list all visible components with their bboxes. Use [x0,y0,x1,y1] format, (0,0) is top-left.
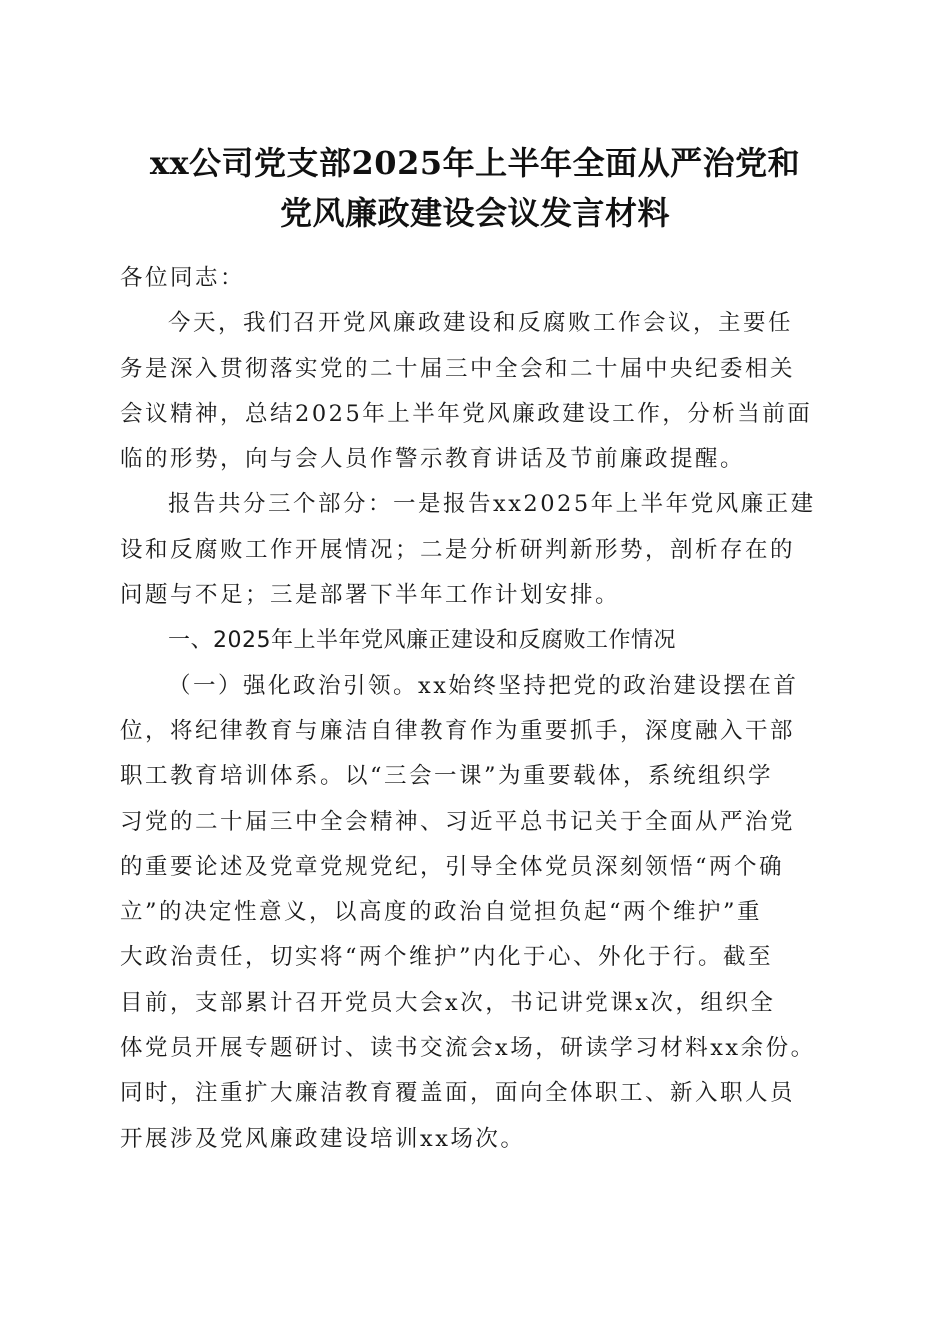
paragraph-2-line-3: 问题与不足；三是部署下半年工作计划安排。 [120,582,621,609]
paragraph-3-line-6: 立”的决定性意义，以高度的政治自觉担负起“两个维护”重 [120,899,763,926]
paragraph-2-line-1: 报告共分三个部分：一是报告xx2025年上半年党风廉正建 [168,491,816,518]
paragraph-1-line-3: 会议精神，总结2025年上半年党风廉政建设工作，分析当前面 [120,400,813,427]
paragraph-3-line-1: （一）强化政治引领。xx始终坚持把党的政治建设摆在首 [168,672,799,699]
paragraph-3-line-2: 位，将纪律教育与廉洁自律教育作为重要抓手，深度融入干部 [120,717,796,744]
title-line-1: xx公司党支部2025年上半年全面从严治党和 [149,144,801,182]
paragraph-3-line-3: 职工教育培训体系。以“三会一课”为重要载体，系统组织学 [120,763,774,790]
title-line-2: 党风廉政建设会议发言材料 [279,194,670,232]
document-title [90,138,860,238]
paragraph-1-line-4: 临的形势，向与会人员作警示教育讲话及节前廉政提醒。 [120,446,746,473]
paragraph-3-line-5: 的重要论述及党章党规党纪，引导全体党员深刻领悟“两个确 [120,853,785,880]
paragraph-3-line-4: 习党的二十届三中全会精神、习近平总书记关于全面从严治党 [120,808,796,835]
paragraph-1-line-2: 务是深入贯彻落实党的二十届三中全会和二十届中央纪委相关 [120,355,796,382]
paragraph-3-line-9: 体党员开展专题研讨、读书交流会x场，研读学习材料xx余份。 [120,1035,816,1062]
section-heading: 一、2025年上半年党风廉正建设和反腐败工作情况 [168,628,676,654]
salutation: 各位同志： [120,265,246,291]
paragraph-3-line-11: 开展涉及党风廉政建设培训xx场次。 [120,1125,526,1152]
document-body [120,256,840,1162]
paragraph-3-line-8: 目前，支部累计召开党员大会x次，书记讲党课x次，组织全 [120,989,776,1016]
paragraph-3-line-10: 同时，注重扩大廉洁教育覆盖面，面向全体职工、新入职人员 [120,1080,796,1107]
paragraph-3-line-7: 大政治责任，切实将“两个维护”内化于心、外化于行。截至 [120,944,774,971]
paragraph-1-line-1: 今天，我们召开党风廉政建设和反腐败工作会议，主要任 [168,310,794,337]
paragraph-2-line-2: 设和反腐败工作开展情况；二是分析研判新形势，剖析存在的 [120,536,796,563]
